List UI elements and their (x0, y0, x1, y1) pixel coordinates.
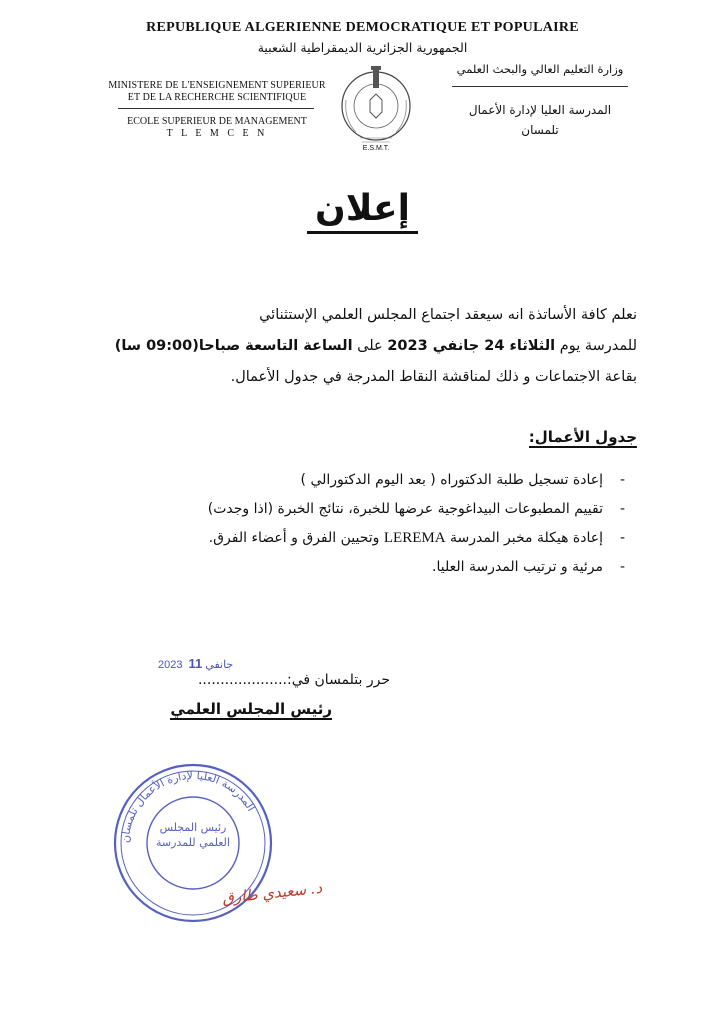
ministry-ar: وزارة التعليم العالي والبحث العلمي (456, 62, 624, 76)
school-ar (430, 100, 650, 140)
body-line-2-mid: على (357, 338, 383, 354)
ministry-fr (92, 80, 342, 103)
header-divider-fr (118, 108, 314, 109)
agenda-item-1: إعادة تسجيل طلبة الدكتوراه ( بعد اليوم الدكتورالي ) (300, 472, 603, 488)
republic-title-ar: الجمهورية الجزائرية الديمقراطية الشعبية (257, 40, 468, 55)
meeting-time: الساعة التاسعة صباحا(09:00 سا) (114, 338, 353, 354)
school-ar-line2: تلمسان (521, 123, 559, 137)
date-stamp (158, 656, 233, 671)
bullet-dash-icon: - (619, 559, 625, 575)
header-divider-ar (452, 86, 628, 87)
president-title (150, 700, 332, 718)
agenda-item (105, 466, 625, 495)
logo-caption: E.S.M.T. (362, 145, 390, 152)
bullet-dash-icon: - (619, 530, 625, 546)
body-line-1: نعلم كافة الأساتذة انه سيعقد اجتماع المجلس العلمي الإستثنائي (259, 307, 637, 323)
agenda-item (105, 553, 625, 582)
ministry-fr-line2: ET DE LA RECHERCHE SCIENTIFIQUE (127, 91, 307, 103)
president-title-text: رئيس المجلس العلمي (170, 700, 332, 718)
body-line-2-prefix: للمدرسة يوم (559, 338, 637, 354)
announcement-body (77, 300, 637, 393)
agenda-item-3-post: وتحيين الفرق و أعضاء الفرق. (208, 530, 380, 546)
ministry-fr-line1: MINISTERE DE L'ENSEIGNEMENT SUPERIEUR (108, 80, 326, 91)
agenda-heading-text: جدول الأعمال: (528, 428, 637, 446)
bullet-dash-icon: - (619, 472, 625, 488)
agenda-item-4: مرئية و ترتيب المدرسة العليا. (432, 559, 603, 575)
school-fr-line1: ECOLE SUPERIEUR DE MANAGEMENT (127, 116, 307, 127)
agenda-item-3-pre: إعادة هيكلة مخبر المدرسة (450, 530, 603, 546)
done-at-line: حرر بتلمسان في:.................... (197, 672, 390, 688)
agenda-item (105, 495, 625, 524)
date-stamp-rest: جانفي 2023 (158, 659, 234, 671)
announcement-title (0, 188, 725, 229)
agenda-heading (529, 428, 637, 446)
meeting-date: الثلاثاء 24 جانفي 2023 (387, 338, 556, 354)
school-fr-line2: T L E M C E N (166, 127, 268, 139)
body-line-2 (77, 331, 637, 362)
school-fr (92, 116, 342, 139)
announcement-title-text: إعلان (307, 188, 418, 234)
date-stamp-day: 11 (188, 656, 203, 671)
seal-ring-text: المدرسة العليا لإدارة الأعمال تلمسان (118, 768, 258, 844)
seal-center-text: رئيس المجلس العلمي للمدرسة (156, 821, 230, 849)
agenda-item (105, 524, 625, 553)
lab-name: LEREMA (383, 530, 446, 546)
school-ar-line1: المدرسة العليا لإدارة الأعمال (468, 103, 612, 117)
republic-title-fr: REPUBLIQUE ALGERIENNE DEMOCRATIQUE ET POPULAIRE (146, 20, 579, 35)
agenda-list (105, 466, 625, 582)
signature: د. سعيدي طارق (221, 878, 323, 908)
bullet-dash-icon: - (619, 501, 625, 517)
agenda-item-2: تقييم المطبوعات البيداغوجية عرضها للخبرة، نتائج الخبرة (اذا وجدت) (207, 501, 603, 517)
body-line-3: بقاعة الاجتماعات و ذلك لمناقشة النقاط المدرجة في جدول الأعمال. (230, 369, 637, 385)
